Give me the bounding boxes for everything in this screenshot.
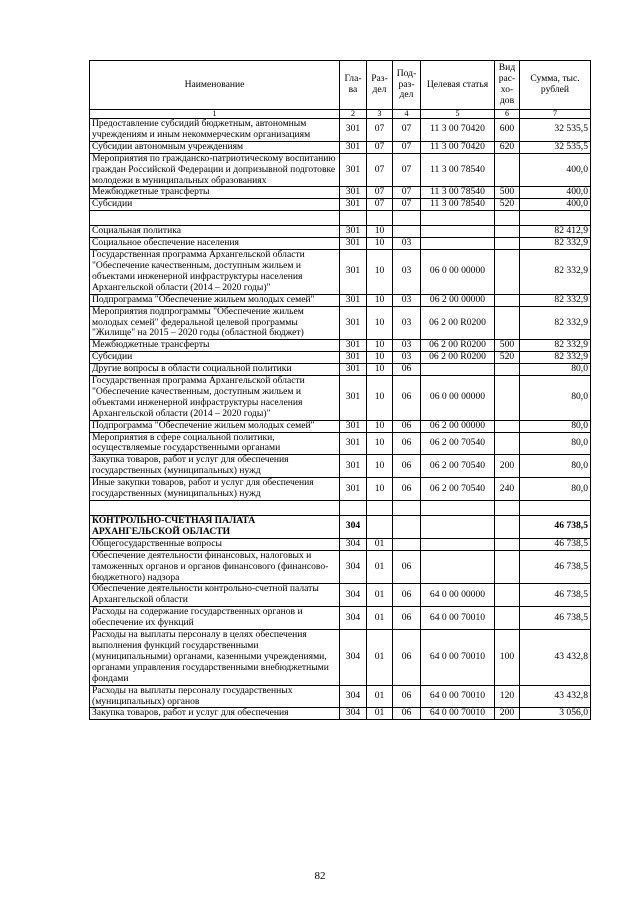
- row-glava: 301: [340, 420, 367, 432]
- table-row: [90, 538, 591, 550]
- row-razdel: 10: [367, 432, 393, 455]
- row-expense-type: 500: [495, 187, 520, 199]
- row-target-article: 06 0 00 00000: [421, 250, 495, 295]
- row-expense-type: 120: [495, 685, 520, 708]
- row-razdel: 01: [367, 584, 393, 607]
- row-glava: 301: [340, 153, 367, 187]
- row-podrazdel: 06: [393, 550, 421, 584]
- row-sum: 46 738,5: [520, 550, 591, 584]
- col-number: 6: [495, 110, 520, 119]
- row-expense-type: 240: [495, 478, 520, 501]
- budget-table: [89, 60, 591, 720]
- row-expense-type: [495, 376, 520, 421]
- row-razdel: 01: [367, 630, 393, 686]
- row-podrazdel: 06: [393, 376, 421, 421]
- row-expense-type: [495, 550, 520, 584]
- row-expense-type: [495, 607, 520, 630]
- row-expense-type: 600: [495, 119, 520, 142]
- table-row: [90, 250, 591, 295]
- row-razdel: [367, 516, 393, 539]
- header-glava: Гла-ва: [340, 61, 367, 110]
- row-razdel: 10: [367, 340, 393, 352]
- col-number: 5: [421, 110, 495, 119]
- row-name: Расходы на содержание государственных органов и обеспечение их функций: [90, 607, 340, 630]
- row-razdel: 07: [367, 141, 393, 153]
- row-sum: 80,0: [520, 432, 591, 455]
- header-expense-type: Вид рас-хо-дов: [495, 61, 520, 110]
- table-row: [90, 630, 591, 686]
- row-glava: 301: [340, 119, 367, 142]
- row-target-article: 11 3 00 78540: [421, 199, 495, 211]
- row-razdel: 07: [367, 187, 393, 199]
- row-name: Социальное обеспечение населения: [90, 238, 340, 250]
- row-sum: 80,0: [520, 478, 591, 501]
- row-glava: 301: [340, 306, 367, 340]
- row-razdel: 07: [367, 119, 393, 142]
- row-razdel: 10: [367, 250, 393, 295]
- row-target-article: 64 0 00 70010: [421, 685, 495, 708]
- row-sum: 46 738,5: [520, 516, 591, 539]
- row-podrazdel: [393, 226, 421, 238]
- row-glava: 301: [340, 238, 367, 250]
- row-razdel: 10: [367, 352, 393, 364]
- header-target-article: Целевая статья: [421, 61, 495, 110]
- row-razdel: 10: [367, 306, 393, 340]
- row-sum: 3 056,0: [520, 708, 591, 720]
- table-row: [90, 187, 591, 199]
- row-razdel: 10: [367, 376, 393, 421]
- col-number: 3: [367, 110, 393, 119]
- header-podrazdel: Под-раз-дел: [393, 61, 421, 110]
- row-razdel: 01: [367, 538, 393, 550]
- row-glava: 304: [340, 630, 367, 686]
- row-sum: 32 535,5: [520, 141, 591, 153]
- row-sum: 82 332,9: [520, 250, 591, 295]
- row-sum: 80,0: [520, 420, 591, 432]
- row-expense-type: 520: [495, 352, 520, 364]
- row-sum: 46 738,5: [520, 538, 591, 550]
- row-expense-type: [495, 238, 520, 250]
- row-glava: 301: [340, 250, 367, 295]
- table-row: [90, 306, 591, 340]
- row-target-article: 06 2 00 R0200: [421, 340, 495, 352]
- row-name: Обеспечение деятельности финансовых, налоговых и таможенных органов и органов финансового (финансово-бюджетного) надзора: [90, 550, 340, 584]
- row-podrazdel: 07: [393, 141, 421, 153]
- row-expense-type: 200: [495, 708, 520, 720]
- row-name: Предоставление субсидий бюджетным, автономным учреждениям и иным некоммерческим организациям: [90, 119, 340, 142]
- row-name: Общегосударственные вопросы: [90, 538, 340, 550]
- table-row: [90, 584, 591, 607]
- table-row: [90, 294, 591, 306]
- row-sum: 82 412,9: [520, 226, 591, 238]
- row-target-article: 64 0 00 70010: [421, 708, 495, 720]
- row-expense-type: [495, 306, 520, 340]
- row-sum: 80,0: [520, 455, 591, 478]
- row-sum: 43 432,8: [520, 685, 591, 708]
- row-target-article: 06 0 00 00000: [421, 376, 495, 421]
- table-row: [90, 420, 591, 432]
- row-expense-type: [495, 153, 520, 187]
- row-name: Закупка товаров, работ и услуг для обеспечения: [90, 708, 340, 720]
- row-razdel: 10: [367, 226, 393, 238]
- row-sum: 80,0: [520, 364, 591, 376]
- row-glava: 301: [340, 226, 367, 238]
- row-sum: 46 738,5: [520, 607, 591, 630]
- row-podrazdel: 06: [393, 455, 421, 478]
- header-razdel: Раз-дел: [367, 61, 393, 110]
- row-expense-type: [495, 420, 520, 432]
- col-number: 2: [340, 110, 367, 119]
- row-razdel: 01: [367, 708, 393, 720]
- row-glava: 301: [340, 376, 367, 421]
- row-expense-type: 100: [495, 630, 520, 686]
- row-expense-type: 620: [495, 141, 520, 153]
- row-podrazdel: 03: [393, 294, 421, 306]
- row-glava: 301: [340, 455, 367, 478]
- table-row: [90, 364, 591, 376]
- row-podrazdel: 03: [393, 306, 421, 340]
- table-header-row: [90, 61, 591, 110]
- row-target-article: 64 0 00 00000: [421, 584, 495, 607]
- row-sum: 400,0: [520, 187, 591, 199]
- row-glava: 304: [340, 516, 367, 539]
- row-target-article: 64 0 00 70010: [421, 607, 495, 630]
- row-razdel: 07: [367, 199, 393, 211]
- table-row: [90, 550, 591, 584]
- row-sum: 82 332,9: [520, 340, 591, 352]
- row-target-article: [421, 516, 495, 539]
- row-name: Социальная политика: [90, 226, 340, 238]
- row-sum: 32 535,5: [520, 119, 591, 142]
- row-expense-type: [495, 226, 520, 238]
- table-row: [90, 226, 591, 238]
- header-sum: Сумма, тыс. рублей: [520, 61, 591, 110]
- row-podrazdel: 06: [393, 630, 421, 686]
- row-razdel: 10: [367, 478, 393, 501]
- row-glava: 301: [340, 199, 367, 211]
- row-podrazdel: 06: [393, 420, 421, 432]
- row-name: Субсидии: [90, 352, 340, 364]
- row-glava: 304: [340, 607, 367, 630]
- row-razdel: 01: [367, 607, 393, 630]
- row-name: Закупка товаров, работ и услуг для обеспечения государственных (муниципальных) нужд: [90, 455, 340, 478]
- row-target-article: [421, 238, 495, 250]
- row-podrazdel: 03: [393, 250, 421, 295]
- header-name: Наименование: [90, 61, 340, 110]
- row-glava: 301: [340, 294, 367, 306]
- row-glava: 301: [340, 352, 367, 364]
- row-podrazdel: [393, 516, 421, 539]
- row-name: Государственная программа Архангельской области "Обеспечение качественным, доступным жильем и объектами инженерной инфраструктуры населения Архангельской области (2014 – 2020 годы)": [90, 376, 340, 421]
- row-razdel: 10: [367, 455, 393, 478]
- row-name: Межбюджетные трансферты: [90, 340, 340, 352]
- table-row: [90, 199, 591, 211]
- row-target-article: [421, 364, 495, 376]
- row-razdel: 01: [367, 685, 393, 708]
- row-razdel: 10: [367, 294, 393, 306]
- row-target-article: 06 2 00 R0200: [421, 306, 495, 340]
- row-podrazdel: 07: [393, 187, 421, 199]
- row-glava: 301: [340, 141, 367, 153]
- table-row: [90, 516, 591, 539]
- row-podrazdel: 03: [393, 340, 421, 352]
- table-row: [90, 432, 591, 455]
- row-sum: 400,0: [520, 153, 591, 187]
- row-target-article: 64 0 00 70010: [421, 630, 495, 686]
- page-number: 82: [314, 870, 326, 882]
- row-target-article: 06 2 00 00000: [421, 420, 495, 432]
- row-sum: 43 432,8: [520, 630, 591, 686]
- row-podrazdel: 06: [393, 432, 421, 455]
- table-row: [90, 153, 591, 187]
- row-podrazdel: 03: [393, 352, 421, 364]
- row-expense-type: 520: [495, 199, 520, 211]
- row-name: Расходы на выплаты персоналу в целях обеспечения выполнения функций государственными (муниципальными) органами, казенными учреждениями, органами управления государственными внебюджетными фондами: [90, 630, 340, 686]
- row-name: Иные закупки товаров, работ и услуг для обеспечения государственных (муниципальных) нужд: [90, 478, 340, 501]
- row-podrazdel: 03: [393, 238, 421, 250]
- row-expense-type: [495, 516, 520, 539]
- row-name: Другие вопросы в области социальной политики: [90, 364, 340, 376]
- row-expense-type: [495, 432, 520, 455]
- row-razdel: 07: [367, 153, 393, 187]
- row-target-article: [421, 550, 495, 584]
- table-row: [90, 708, 591, 720]
- row-glava: 301: [340, 364, 367, 376]
- row-glava: 301: [340, 340, 367, 352]
- row-target-article: 06 2 00 00000: [421, 294, 495, 306]
- row-target-article: 06 2 00 R0200: [421, 352, 495, 364]
- row-expense-type: [495, 584, 520, 607]
- row-target-article: [421, 538, 495, 550]
- row-expense-type: [495, 294, 520, 306]
- col-number: 7: [520, 110, 591, 119]
- table-row: [90, 141, 591, 153]
- table-row: [90, 238, 591, 250]
- row-podrazdel: [393, 538, 421, 550]
- row-name: Подпрограмма "Обеспечение жильем молодых семей": [90, 294, 340, 306]
- row-target-article: 06 2 00 70540: [421, 478, 495, 501]
- row-expense-type: 200: [495, 455, 520, 478]
- row-glava: 304: [340, 708, 367, 720]
- table-row: [90, 455, 591, 478]
- row-glava: 304: [340, 550, 367, 584]
- row-name: Государственная программа Архангельской области "Обеспечение качественным, доступным жильем и объектами инженерной инфраструктуры населения Архангельской области (2014 – 2020 годы)": [90, 250, 340, 295]
- row-glava: 301: [340, 432, 367, 455]
- row-target-article: 06 2 00 70540: [421, 455, 495, 478]
- table-row: [90, 340, 591, 352]
- col-number: 4: [393, 110, 421, 119]
- row-name: Мероприятия подпрограммы "Обеспечение жильем молодых семей" федеральной целевой программы "Жилище" на 2015 – 2020 годы (областной бюджет): [90, 306, 340, 340]
- row-glava: 304: [340, 685, 367, 708]
- row-razdel: 10: [367, 420, 393, 432]
- table-row: [90, 352, 591, 364]
- row-name: Субсидии: [90, 199, 340, 211]
- row-name: Расходы на выплаты персоналу государственных (муниципальных) органов: [90, 685, 340, 708]
- row-name: Мероприятия в сфере социальной политики, осуществляемые государственными органами: [90, 432, 340, 455]
- row-target-article: 11 3 00 70420: [421, 119, 495, 142]
- row-podrazdel: 06: [393, 685, 421, 708]
- row-razdel: 01: [367, 550, 393, 584]
- row-sum: 46 738,5: [520, 584, 591, 607]
- row-name: Субсидии автономным учреждениям: [90, 141, 340, 153]
- row-name: КОНТРОЛЬНО-СЧЕТНАЯ ПАЛАТА АРХАНГЕЛЬСКОЙ ОБЛАСТИ: [90, 516, 340, 539]
- row-name: Обеспечение деятельности контрольно-счетной палаты Архангельской области: [90, 584, 340, 607]
- table-row: [90, 119, 591, 142]
- spacer-row: [90, 501, 591, 516]
- row-podrazdel: 07: [393, 199, 421, 211]
- row-glava: 304: [340, 538, 367, 550]
- row-name: Мероприятия по гражданско-патриотическому воспитанию граждан Российской Федерации и допризывной подготовке молодежи в муниципальных образованиях: [90, 153, 340, 187]
- row-razdel: 10: [367, 238, 393, 250]
- row-target-article: 11 3 00 70420: [421, 141, 495, 153]
- row-sum: 80,0: [520, 376, 591, 421]
- row-podrazdel: 06: [393, 478, 421, 501]
- row-name: Межбюджетные трансферты: [90, 187, 340, 199]
- row-sum: 82 332,9: [520, 352, 591, 364]
- row-glava: 301: [340, 187, 367, 199]
- spacer-row: [90, 211, 591, 226]
- row-expense-type: [495, 538, 520, 550]
- row-expense-type: 500: [495, 340, 520, 352]
- row-glava: 304: [340, 584, 367, 607]
- row-sum: 82 332,9: [520, 294, 591, 306]
- row-sum: 400,0: [520, 199, 591, 211]
- row-expense-type: [495, 364, 520, 376]
- table-row: [90, 607, 591, 630]
- row-glava: 301: [340, 478, 367, 501]
- row-name: Подпрограмма "Обеспечение жильем молодых семей": [90, 420, 340, 432]
- table-row: [90, 685, 591, 708]
- table-row: [90, 478, 591, 501]
- row-target-article: 06 2 00 70540: [421, 432, 495, 455]
- row-expense-type: [495, 250, 520, 295]
- row-target-article: 11 3 00 78540: [421, 187, 495, 199]
- row-target-article: 11 3 00 78540: [421, 153, 495, 187]
- row-podrazdel: 06: [393, 584, 421, 607]
- row-target-article: [421, 226, 495, 238]
- row-sum: 82 332,9: [520, 306, 591, 340]
- col-number: 1: [90, 110, 340, 119]
- row-razdel: 10: [367, 364, 393, 376]
- row-podrazdel: 06: [393, 364, 421, 376]
- row-podrazdel: 06: [393, 607, 421, 630]
- table-row: [90, 376, 591, 421]
- row-podrazdel: 07: [393, 153, 421, 187]
- row-podrazdel: 07: [393, 119, 421, 142]
- row-podrazdel: 06: [393, 708, 421, 720]
- row-sum: 82 332,9: [520, 238, 591, 250]
